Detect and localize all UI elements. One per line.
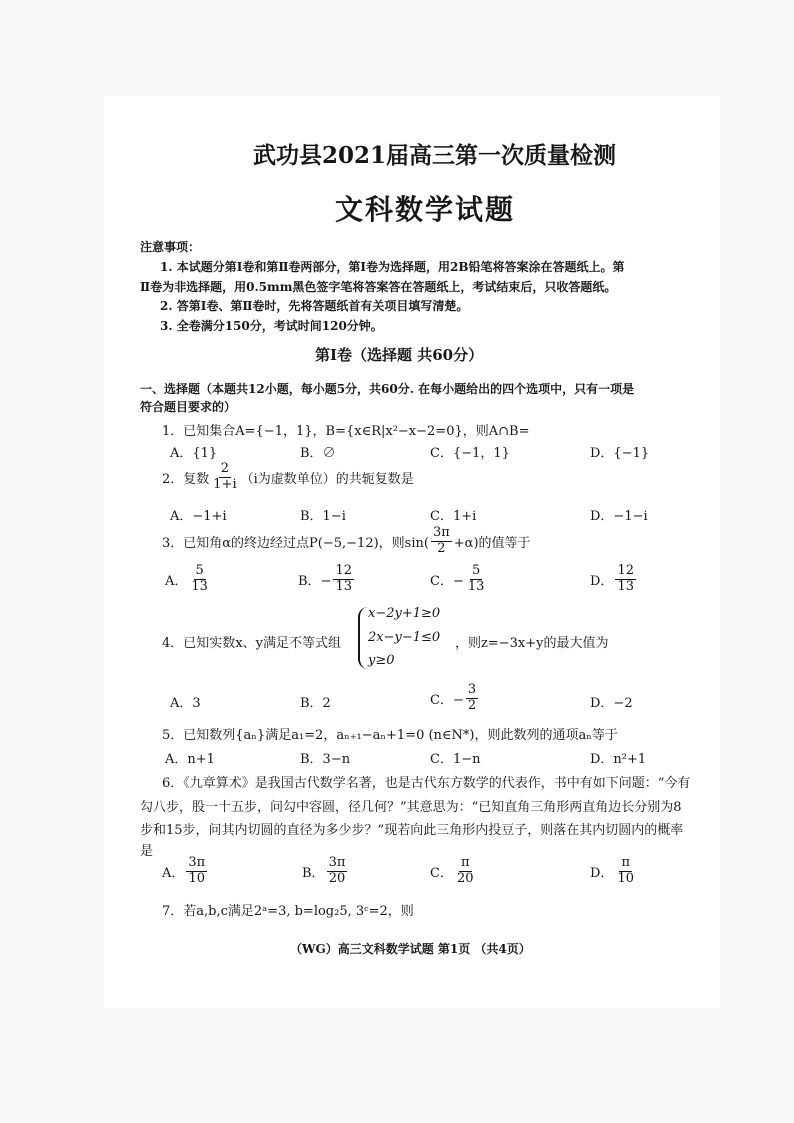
- exam-title: 武功县2021届高三第一次质量检测: [253, 142, 617, 169]
- q6-option-a-label: A．: [162, 865, 185, 881]
- q3-fraction-num: 3π: [432, 525, 450, 540]
- q2-fraction-num: 2: [220, 461, 230, 476]
- note-1-line-2: Ⅱ卷为非选择题，用0.5mm黑色签字笔将答案答在答题纸上，考试结束后，只收答题纸。: [140, 280, 617, 294]
- q4-c-num: 3: [467, 682, 477, 697]
- q6-option-b-fraction: [327, 856, 348, 887]
- q4-constraint-2: 2x−y−1≤0: [368, 630, 441, 645]
- q3-a-den: 13: [191, 578, 208, 594]
- q3-pre: 3．已知角α的终边经过点P(−5,−12)，则sin(: [162, 535, 429, 551]
- q4-constraint-1: x−2y+1≥0: [368, 606, 441, 621]
- q2-option-b: B．1−i: [300, 509, 346, 524]
- q3-option-d: [590, 564, 638, 595]
- q2-option-d: D．−1−i: [590, 509, 648, 524]
- section-title: 第Ⅰ卷（选择题 共60分）: [315, 346, 484, 364]
- q4-system-brace: [358, 607, 368, 669]
- q6-c-num: π: [460, 855, 470, 870]
- exam-subtitle: 文科数学试题: [335, 193, 516, 226]
- q3-d-den: 13: [617, 578, 634, 594]
- q4-option-c: [430, 683, 480, 714]
- q3-stem: [162, 526, 531, 557]
- q2-option-c: C．1+i: [430, 509, 477, 524]
- q6-option-a: [162, 856, 209, 887]
- q6-a-num: 3π: [188, 855, 206, 870]
- q2-pre: 2．复数: [162, 471, 210, 487]
- q3-option-b-label: B．−: [298, 573, 332, 589]
- q1-option-d: D．{−1}: [590, 446, 650, 461]
- q2-stem: [162, 462, 414, 493]
- q3-option-c-label: C．−: [430, 573, 464, 589]
- q6-option-c: [430, 856, 478, 887]
- q6-d-den: 10: [617, 870, 634, 886]
- q2-fraction: [211, 462, 238, 493]
- q6-line-2: 勾八步，股一十五步，问勾中容圆，径几何？”其意思为：“已知直角三角形两直角边长分别为8: [140, 800, 682, 815]
- q6-option-c-fraction: [455, 856, 476, 887]
- q1-option-c: C．{−1，1}: [430, 446, 510, 461]
- q3-option-a: [165, 564, 212, 595]
- q7-stem: 7．若a,b,c满足2ᵃ=3, b=log₂5, 3ᶜ=2，则: [162, 904, 414, 919]
- q4-option-c-label: C．−: [430, 692, 464, 708]
- q6-c-den: 20: [456, 870, 474, 886]
- q6-option-c-label: C．: [430, 865, 453, 881]
- q5-option-b: B．3−n: [300, 752, 351, 767]
- q4-c-den: 2: [467, 697, 477, 713]
- q6-option-d: [590, 856, 638, 887]
- q6-d-num: π: [621, 855, 630, 870]
- q4-option-d: D．−2: [590, 696, 633, 711]
- section-intro-line-2: 符合题目要求的）: [140, 400, 237, 414]
- note-3: 3. 全卷满分150分，考试时间120分钟。: [160, 319, 383, 333]
- q3-option-b: [298, 564, 356, 595]
- q2-fraction-den: 1+i: [213, 476, 237, 492]
- q4-constraint-3: y≥0: [368, 653, 395, 668]
- q6-line-3: 步和15步，问其内切圆的直径为多少步？”现若向此三角形内投豆子，则落在其内切圆内的概率: [140, 823, 684, 838]
- q3-option-d-label: D．: [590, 573, 614, 589]
- q4-option-c-fraction: [466, 683, 478, 714]
- q3-option-b-fraction: [333, 564, 354, 595]
- q1-option-a: A．{1}: [170, 446, 218, 461]
- q6-a-den: 10: [188, 870, 206, 886]
- q1-option-b: B．∅: [300, 446, 336, 461]
- q4-pre: 4．已知实数x、y满足不等式组: [162, 636, 341, 651]
- q3-b-num: 12: [335, 563, 352, 578]
- q5-option-d: D．n²+1: [590, 752, 647, 767]
- q6-option-a-fraction: [186, 856, 207, 887]
- q3-post: +α)的值等于: [453, 535, 531, 551]
- notes-heading: 注意事项：: [140, 240, 201, 254]
- q6-line-1: 6．《九章算术》是我国古代数学名著，也是古代东方数学的代表作，书中有如下问题：“今有: [162, 776, 691, 791]
- q3-fraction-den: 2: [437, 540, 446, 556]
- page-footer: （WG）高三文科数学试题 第1页 （共4页）: [290, 942, 531, 956]
- q3-c-num: 5: [471, 563, 481, 578]
- q3-c-den: 13: [467, 578, 485, 594]
- q3-b-den: 13: [335, 578, 352, 594]
- q3-fraction: [431, 526, 452, 557]
- q3-a-num: 5: [195, 563, 204, 578]
- q6-b-num: 3π: [328, 855, 346, 870]
- q6-option-b: [302, 856, 349, 887]
- q5-option-c: C．1−n: [430, 752, 481, 767]
- q3-d-num: 12: [617, 563, 634, 578]
- q2-option-a: A．−1+i: [170, 509, 227, 524]
- q4-post: ，则z=−3x+y的最大值为: [455, 636, 609, 651]
- q5-option-a: A．n+1: [165, 752, 215, 767]
- q3-option-a-fraction: [189, 564, 210, 595]
- q6-option-b-label: B．: [302, 865, 325, 881]
- q3-option-d-fraction: [615, 564, 636, 595]
- q3-option-a-label: A．: [165, 573, 188, 589]
- q5-stem: 5．已知数列{aₙ}满足a₁=2，aₙ₊₁−aₙ+1=0 (n∈N*)，则此数列的通项aₙ等于: [162, 728, 618, 743]
- q3-option-c-fraction: [466, 564, 487, 595]
- q4-option-a: A．3: [170, 696, 201, 711]
- q4-option-b: B．2: [300, 696, 331, 711]
- q6-b-den: 20: [328, 870, 346, 886]
- section-intro-line-1: 一、选择题（本题共12小题，每小题5分，共60分. 在每小题给出的四个选项中，只有一项是: [140, 382, 635, 396]
- q6-option-d-fraction: [615, 856, 636, 887]
- q3-option-c: [430, 564, 488, 595]
- q1-stem: 1．已知集合A={−1，1}，B={x∈R|x²−x−2=0}，则A∩B=: [162, 424, 530, 439]
- note-2: 2. 答第Ⅰ卷、第Ⅱ卷时，先将答题纸首有关项目填写清楚。: [160, 299, 469, 313]
- q2-post: （i为虚数单位）的共轭复数是: [240, 471, 414, 487]
- q6-line-4: 是: [140, 844, 154, 859]
- q6-option-d-label: D．: [590, 865, 614, 881]
- note-1-line-1: 1. 本试题分第Ⅰ卷和第Ⅱ卷两部分，第Ⅰ卷为选择题，用2B铅笔将答案涂在答题纸上。第: [160, 260, 625, 274]
